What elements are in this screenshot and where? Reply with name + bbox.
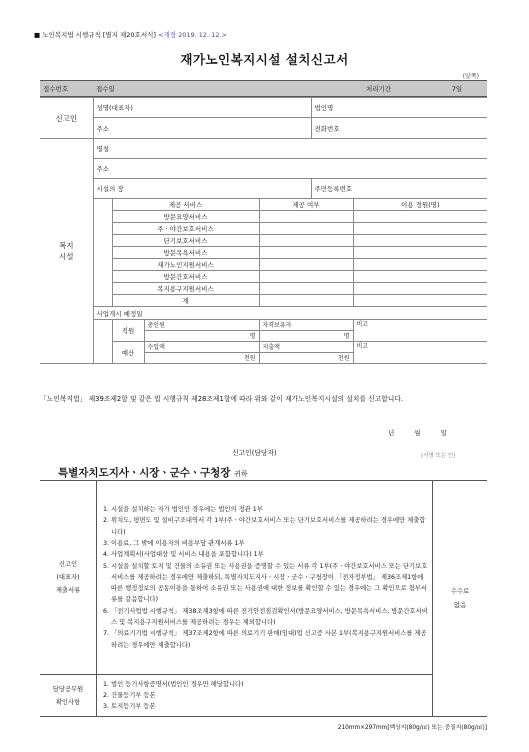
official-item: 3. 토지등기부 등본 (111, 701, 429, 712)
declaration-text: 「노인복지법」 제39조제2항 및 같은 법 시행규칙 제28조제1항에 따라 위와 같이 재가노인복지시설의 설치를 신고합니다. (40, 395, 404, 403)
provided-total-cell[interactable] (259, 295, 353, 307)
applicant-section-label: 신고인 (40, 98, 93, 139)
official-check-label: 담당공무원 확인사항 (40, 675, 97, 717)
service-name: 재가노인지원서비스 (112, 259, 259, 271)
document-item: 4. 사업계획서(사업대상 및 서비스 내용을 포함합니다) 1부 (111, 549, 429, 560)
provided-cell[interactable] (259, 271, 353, 283)
revision-date: <개정 2019. 12. 12.> (158, 31, 227, 39)
expense-label: 지출액 (259, 342, 353, 353)
recipient-suffix: 귀하 (234, 470, 248, 478)
service-column-header: 제공 서비스 (112, 199, 259, 211)
staff-total-label: 총인원 (144, 320, 259, 331)
rrn-label: 주민등록번호 (314, 185, 353, 193)
provided-cell[interactable] (259, 211, 353, 223)
month-unit: 월 (414, 429, 441, 437)
document-item: 1. 시설을 설치하는 자가 법인인 경우에는 법인의 정관 1부 (111, 504, 429, 515)
receipt-table (40, 80, 487, 97)
service-name: 방문목욕서비스 (112, 247, 259, 259)
service-name: 방문간호서비스 (112, 271, 259, 283)
budget-remark-label: 비고 (356, 343, 369, 350)
provided-cell[interactable] (259, 247, 353, 259)
applicant-address-label: 주소 (96, 124, 110, 133)
processing-period-value: 7일 (427, 81, 487, 97)
year-unit: 년 (388, 429, 415, 437)
staff-remark-label: 비고 (356, 321, 369, 328)
service-indent (93, 199, 112, 307)
form-header: ■ 노인복지법 시행규칙 [별지 제20호서식] <개정 2019. 12. 12.> (34, 31, 227, 39)
staff-remark-field[interactable] (353, 320, 487, 342)
plan-indent (93, 320, 112, 364)
budget-remark-field[interactable] (353, 342, 487, 364)
capacity-total-cell[interactable] (353, 295, 487, 307)
facility-head-field[interactable] (93, 179, 311, 199)
document-item: 7. 「의료기기법 시행규칙」 제37조제2항에 따른 의료기기 판매(임대)업 신고증 사본 1부(복지용구지원서비스를 제공하려는 경우에만 제출합니다) (111, 628, 429, 651)
corporation-label: 법인명 (314, 104, 334, 112)
name-field[interactable] (93, 98, 311, 118)
capacity-cell[interactable] (353, 271, 487, 283)
facility-head-label: 시설의 장 (96, 185, 124, 193)
facility-address-label: 주소 (96, 165, 110, 173)
documents-section-label: 신고인 (대표자) 제출서류 (40, 481, 97, 675)
rrn-field[interactable] (311, 179, 487, 199)
budget-label: 예산 (112, 342, 144, 364)
capacity-cell[interactable] (353, 235, 487, 247)
receipt-date-label: 접수일 (93, 81, 363, 97)
service-name: 주ㆍ야간보호서비스 (112, 223, 259, 235)
facility-name-label: 명칭 (96, 145, 110, 153)
provided-cell[interactable] (259, 223, 353, 235)
corporation-field[interactable] (311, 98, 487, 118)
fee-cell (433, 481, 488, 717)
day-unit: 일 (440, 429, 467, 437)
document-item: 6. 「전기사업법 시행규칙」 제38조제3항에 따른 전기안전점검확인서(방문요양서비스, 방문목욕서비스, 방문간호서비스 및 복지용구지원서비스를 제공하려는 경우는 제외합니다) (111, 606, 429, 629)
staff-total-field[interactable]: 명 (144, 331, 259, 342)
plan-row (93, 307, 487, 320)
expense-field[interactable]: 천원 (259, 353, 353, 364)
paper-spec: 210mm×297mm[백상지(80g/㎡) 또는 중질지(80g/㎡)] (337, 725, 487, 731)
receipt-number-label: 접수번호 (40, 81, 93, 97)
law-reference: 노인복지법 시행규칙 [별지 제20호서식] (42, 31, 156, 39)
capacity-cell[interactable] (353, 259, 487, 271)
fee-value: 없음 (453, 601, 467, 609)
processing-period-label: 처리기간 (363, 81, 427, 97)
income-label: 수입액 (144, 342, 259, 353)
documents-table (40, 480, 487, 717)
phone-field[interactable] (311, 118, 487, 139)
applicant-signature-line: 신고인(담당자) (232, 449, 277, 457)
form-title: 재가노인복지시설 설치신고서 (180, 52, 349, 67)
facility-address-field[interactable] (93, 159, 487, 179)
capacity-cell[interactable] (353, 283, 487, 295)
provided-cell[interactable] (259, 283, 353, 295)
document-item: 3. 이용료, 그 밖에 이용자의 비용부담 관계서류 1부 (111, 538, 429, 549)
phone-label: 전화번호 (314, 124, 340, 133)
service-name: 방문요양서비스 (112, 211, 259, 223)
facility-name-field[interactable] (93, 139, 487, 159)
document-item: 5. 시설을 설치할 토지 및 건물의 소유권 또는 사용권을 증명할 수 있는 서류 각 1부(주ㆍ야간보호서비스 또는 단기보호서비스를 제공하려는 경우에만 제출하되, 특별자치도지사ㆍ시장ㆍ군수ㆍ구청장이 「전자정부법」 제36조제1항에 따른 행정정보의 공동이용을 통하여 소유권 또는 사용권에 대한 정보를 확인할 수 있는 경우에는 그 확인으로 첨부서류를 갈음합니다) (111, 561, 429, 606)
capacity-cell[interactable] (353, 223, 487, 235)
applicant-address-field[interactable] (93, 118, 311, 139)
signature-note: (서명 또는 인) (421, 453, 456, 459)
official-item: 1. 법인 등기사항증명서(법인인 경우만 해당합니다) (111, 679, 429, 690)
official-item: 2. 건물등기부 등본 (111, 690, 429, 701)
service-name: 복지용구지원서비스 (112, 283, 259, 295)
service-name: 단기보호서비스 (112, 235, 259, 247)
main-form-table (40, 97, 487, 364)
front-side-label: (앞쪽) (462, 73, 479, 80)
provided-cell[interactable] (259, 259, 353, 271)
plan-label: 사업개시 예정일 (96, 309, 143, 318)
income-field[interactable]: 천원 (144, 353, 259, 364)
document-item: 2. 위치도, 평면도 및 설비구조내역서 각 1부(주ㆍ야간보호서비스 또는 단기보호서비스를 제공하려는 경우에만 제출합니다) (111, 515, 429, 538)
facility-section-label: 복지 시설 (40, 139, 93, 364)
recipient-line (58, 465, 248, 480)
capacity-cell[interactable] (353, 211, 487, 223)
recipient-name: 특별자치도지사ㆍ시장ㆍ군수ㆍ구청장 (58, 467, 231, 479)
service-total: 계 (112, 295, 259, 307)
staff-qualified-field[interactable]: 명 (259, 331, 353, 342)
date-line (388, 428, 467, 437)
official-check-list (97, 675, 433, 717)
provided-column-header: 제공 여부 (259, 199, 353, 211)
fee-label: 수수료 (450, 587, 470, 595)
name-label: 성명(대표자) (96, 104, 133, 112)
provided-cell[interactable] (259, 235, 353, 247)
staff-qualified-label: 자격보유자 (259, 320, 353, 331)
required-documents-list (97, 481, 433, 675)
capacity-cell[interactable] (353, 247, 487, 259)
capacity-column-header: 이용 정원(명) (353, 199, 487, 211)
staff-label: 직원 (112, 320, 144, 342)
